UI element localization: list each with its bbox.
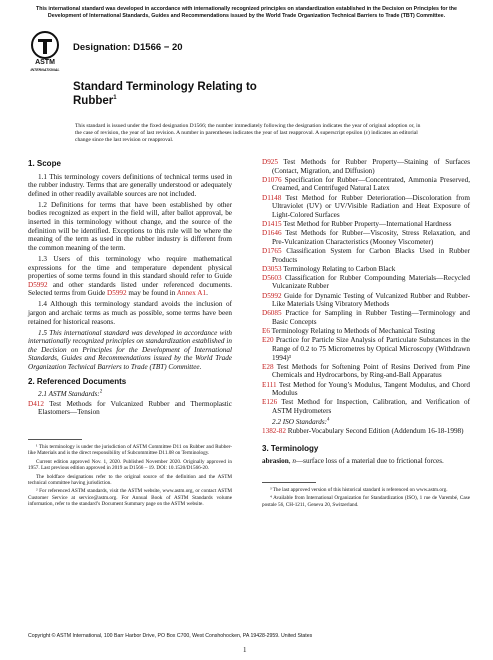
ref-code[interactable]: D1415 [262, 219, 282, 228]
footnote-2: ² For referenced ASTM standards, visit the ASTM website, www.astm.org, or contact ASTM Customer Service at service@astm.org. For Annual Book of ASTM Standards volume information, refer to the standard’s Document Summary page on the ASTM website. [28, 488, 232, 508]
ref-code[interactable]: E6 [262, 327, 270, 336]
ref-title: Practice for Sampling in Rubber Testing—Terminology and Basic Concepts [272, 309, 470, 327]
left-column [28, 160, 232, 510]
iso-standards-subheading: 2.2 ISO Standards:$^4$ [272, 417, 330, 426]
scope-1-5: 1.5 This international standard was developed in accordance with internationally recognized principles on standardization established in the Decision on Principles for the Development of International Standards, Guides and Recommendations issued by the World Trade Organization Technical Barriers to Trade (TBT) Committee. [28, 328, 232, 372]
astm-reference-list [262, 158, 470, 416]
footnote-rule-right [262, 482, 316, 483]
copyright-footer: Copyright © ASTM International, 100 Barr Harbor Drive, PO Box C700, West Conshohocken, PA 19428-2959. United States [28, 633, 313, 639]
ref-d412[interactable]: D412 Test Methods for Vulcanized Rubber and Thermoplastic Elastomers—Tension [28, 399, 232, 417]
ref-title: Test Methods for Softening Point of Resins Derived from Pine Chemicals and Hydrocarbons, by Ring-and-Ball Apparatus [272, 362, 470, 380]
ref-title: Guide for Dynamic Testing of Vulcanized Rubber and Rubber-Like Materials Using Vibratory Methods [272, 291, 470, 309]
terminology-heading: 3. Terminology [262, 443, 319, 453]
ref-d1076[interactable] [262, 176, 470, 193]
ref-code[interactable]: D1148 [262, 193, 282, 202]
page-number: 1 [243, 646, 247, 654]
ref-code[interactable]: D5992 [262, 291, 282, 300]
footnote-1: ¹ This terminology is under the jurisdiction of ASTM Committee D11 on Rubber and Rubber-like Materials and is the direct responsibility of Subcommittee D11.08 on Terminology. [28, 444, 232, 457]
right-footnotes [262, 487, 470, 508]
ref-title: Test Method for Rubber Property—International Hardness [281, 219, 452, 228]
issued-note: This standard is issued under the fixed designation D1566; the number immediately following the designation indicates the year of original adoption or, in the case of revision, the year of last revision. A number in parentheses indicates the year of last reapproval. A superscript epsilon (ε) indicates an editorial change since the last revision or reapproval. [75, 123, 421, 144]
footnote-rule [28, 439, 82, 440]
ref-d5992[interactable] [262, 292, 470, 309]
ref-title: Test Methods for Rubber Property—Staining of Surfaces (Contact, Migration, and Diffusion) [272, 158, 470, 175]
title-line-1: Standard Terminology Relating to [73, 81, 257, 93]
scope-1-3: 1.3 Users of this terminology who require mathematical expressions for the time and temperature dependent physical properties of some terms found in this standard should refer to Guide D5992 and other standards listed under referenced documents. Selected terms from Guide D5992 may be found in Annex A1. [28, 254, 232, 298]
scope-heading: 1. Scope [28, 159, 61, 168]
ref-d1415[interactable] [262, 220, 470, 229]
ref-e20[interactable] [262, 336, 470, 362]
tbt-notice: This international standard was developed in accordance with internationally recognized principles on standardization established in the Decision on Principles for the Development of International Standards, Guides and Recommendations issued by the World Trade Organization Technical Barriers to Trade (TBT) Committee. [36, 6, 457, 19]
ref-code[interactable]: D1076 [262, 175, 282, 184]
ref-title: Classification for Rubber Compounding Materials—Recycled Vulcanizate Rubber [272, 273, 470, 291]
ref-title: Classification System for Carbon Blacks Used in Rubber Products [272, 246, 470, 264]
title-footnote-ref[interactable]: 1 [113, 95, 117, 102]
ref-title: Specification for Rubber—Concentrated, Ammonia Preserved, Creamed, and Centrifuged Natural Latex [272, 175, 470, 193]
ref-d3053[interactable] [262, 265, 470, 274]
ref-e111[interactable] [262, 381, 470, 398]
footnote-1b: Current edition approved Nov. 1, 2020. Published November 2020. Originally approved in 1957. Last previous edition approved in 2019 as D1566 – 19. DOI: 10.1520/D1566-20. [28, 458, 232, 472]
astm-standards-subheading: 2.1 ASTM Standards:$^2$ [38, 389, 103, 399]
ref-code[interactable]: E111 [262, 380, 277, 389]
ref-code[interactable]: D6085 [262, 309, 282, 318]
ref-title: Test Methods for Rubber—Viscosity, Stress Relaxation, and Pre-Vulcanization Characteristics (Mooney Viscometer) [272, 229, 470, 246]
ref-code[interactable]: D5603 [262, 273, 282, 282]
scope-1-4: 1.4 Although this terminology standard avoids the inclusion of jargon and archaic terms as much as possible, some terms have been retained for historical reasons. [28, 300, 232, 326]
scope-1-2: 1.2 Definitions for terms that have been established by other bodies recognized as expert in the field will, after ballot approval, be inserted in this terminology without change, and the source of the definition will be identified. Exceptions to this rule will be where the meaning of the term as used in the rubber industry is different from the common meaning of the term. [28, 200, 232, 252]
ref-code[interactable]: D1646 [262, 229, 282, 238]
ref-code[interactable]: E28 [262, 362, 274, 371]
ref-code[interactable]: D1765 [262, 246, 282, 255]
refdocs-heading: 2. Referenced Documents [28, 376, 127, 386]
ref-e6[interactable] [262, 327, 470, 336]
ref-d1765[interactable] [262, 247, 470, 264]
ref-d1646[interactable] [262, 229, 470, 246]
ref-e126[interactable] [262, 398, 470, 415]
logo-subtext: INTERNATIONAL [30, 68, 60, 72]
logo-text: ASTM [35, 59, 55, 66]
link-annex-a1[interactable]: Annex A1 [176, 289, 207, 298]
ref-code[interactable]: E20 [262, 336, 274, 345]
term-abrasion: abrasion, n—surface loss of a material due to frictional forces. [262, 457, 444, 466]
ref-title: Terminology Relating to Carbon Black [281, 264, 396, 273]
right-column [262, 158, 470, 510]
ref-title: Practice for Particle Size Analysis of Particulate Substances in the Range of 0.2 to 75 Micrometres by Optical Microscopy (Withdrawn 1994)³ [272, 336, 470, 362]
footnote-3: ³ The last approved version of this historical standard is referenced on www.astm.org. [270, 486, 448, 493]
ref-title: Terminology Relating to Methods of Mechanical Testing [269, 327, 435, 336]
link-d5992-2[interactable]: D5992 [107, 289, 127, 298]
ref-iso-1382[interactable]: 1382-82 Rubber-Vocabulary Second Edition (Addendum 16-18-1998) [262, 427, 464, 436]
ref-title: Test Method for Inspection, Calibration, and Verification of ASTM Hydrometers [272, 398, 470, 415]
page-title [73, 80, 257, 108]
ref-title: Test Method for Rubber Deterioration—Discoloration from Ultraviolet (UV) or UV/Visible Radiation and Heat Exposure of Light-Colored Surfaces [272, 193, 470, 219]
left-footnotes [28, 444, 232, 508]
footnote-1c: The boldface designations refer to the original source of the definition and the ASTM technical committee having jurisdiction. [28, 473, 232, 487]
ref-d1148[interactable] [262, 194, 470, 220]
scope-1-1: 1.1 This terminology covers definitions of technical terms used in the rubber industry. Terms that are generally understood or adequately defined in other readily available sources are not included. [28, 172, 232, 198]
footnote-4: ⁴ Available from International Organization for Standardization (ISO), 1 rue de Varembé, Case postale 56, CH-1211, Geneva 20, Switzerland. [262, 495, 470, 508]
link-d5992[interactable]: D5992 [28, 280, 48, 289]
ref-d6085[interactable] [262, 309, 470, 326]
ref-d5603[interactable] [262, 274, 470, 291]
ref-d925[interactable] [262, 158, 470, 175]
title-line-2: Rubber [73, 95, 114, 107]
ref-code[interactable]: D925 [262, 158, 278, 166]
astm-logo [28, 30, 62, 74]
ref-code[interactable]: D3053 [262, 264, 282, 273]
designation: Designation: D1566 − 20 [73, 42, 183, 53]
ref-title: Test Method for Young’s Modulus, Tangent Modulus, and Chord Modulus [272, 380, 470, 398]
ref-e28[interactable] [262, 363, 470, 380]
ref-code[interactable]: E126 [262, 398, 278, 407]
